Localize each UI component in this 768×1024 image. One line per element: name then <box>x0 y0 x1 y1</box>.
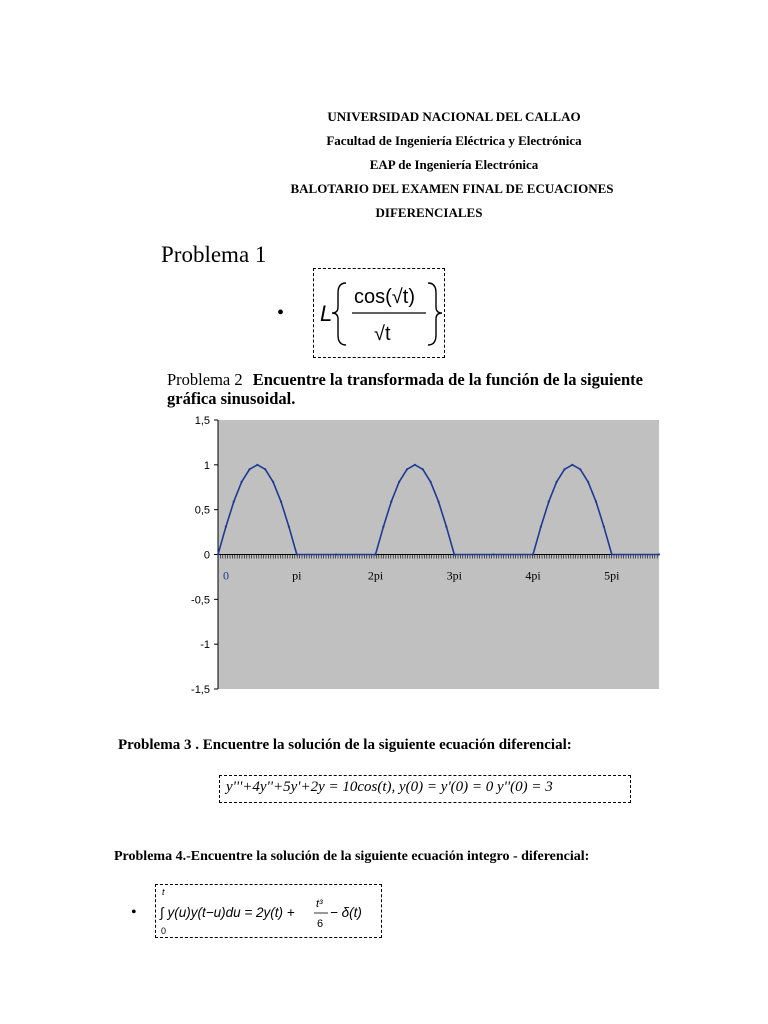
y-tick-label: 1,5 <box>194 415 210 427</box>
problem3-equation: y'''+4y''+5y'+2y = 10cos(t), y(0) = y'(0) = 0 y''(0) = 3 <box>226 779 553 795</box>
data-point <box>579 468 581 470</box>
x-tick-label: 0 <box>223 568 229 583</box>
fraction-numerator: t³ <box>316 898 323 910</box>
data-point <box>658 553 660 555</box>
data-point <box>288 526 290 528</box>
data-point <box>445 526 447 528</box>
data-point <box>414 464 416 466</box>
problem1-title: Problema 1 <box>161 242 267 267</box>
problem1-formula-box <box>313 268 445 358</box>
right-brace <box>428 283 442 345</box>
data-point <box>382 526 384 528</box>
problem4-equation-main: ∫ y(u)y(t−u)du = 2y(t) + <box>160 905 295 920</box>
x-tick-label: 4pi <box>525 568 541 583</box>
data-point <box>280 500 282 502</box>
y-tick-label: -1 <box>200 639 210 652</box>
laplace-operator: L <box>320 301 333 326</box>
problem4-title: Problema 4.-Encuentre la solución de la siguiente ecuación integro - diferencial: <box>114 849 590 864</box>
data-point <box>595 500 597 502</box>
left-brace <box>332 283 346 345</box>
exam-title-cont: DIFERENCIALES <box>375 205 483 220</box>
problem3-title: Problema 3 . Encuentre la solución de la siguiente ecuación diferencial: <box>118 737 572 753</box>
data-point <box>611 553 613 555</box>
data-point <box>430 481 432 483</box>
x-tick-label: pi <box>292 568 302 583</box>
problem2-title: Problema 2 <box>167 370 243 389</box>
data-point <box>563 468 565 470</box>
problem4-equation <box>156 885 381 937</box>
y-tick-label: 0 <box>203 549 210 562</box>
sinusoid-chart <box>180 410 680 700</box>
faculty-name: Facultad de Ingeniería Eléctrica y Electrónica <box>326 133 582 148</box>
data-point <box>272 481 274 483</box>
data-point <box>587 481 589 483</box>
problem2-statement <box>167 370 643 389</box>
data-point <box>241 481 243 483</box>
data-point <box>256 464 258 466</box>
x-tick-label: 2pi <box>367 568 384 583</box>
data-point <box>335 553 337 555</box>
document-header <box>0 105 768 225</box>
problem3-equation-box <box>219 775 631 803</box>
problem1-bullet: • <box>277 302 285 324</box>
data-point <box>398 481 400 483</box>
data-point <box>264 468 266 470</box>
problem1-formula <box>314 269 444 357</box>
data-point <box>422 468 424 470</box>
data-point <box>374 553 376 555</box>
y-tick-label: 1 <box>203 459 210 472</box>
data-point <box>406 468 408 470</box>
x-tick-label: 3pi <box>446 568 462 583</box>
y-tick-label: -1,5 <box>191 684 210 696</box>
data-point <box>532 553 534 555</box>
problem4-equation-tail: − δ(t) <box>330 905 362 920</box>
data-point <box>225 526 227 528</box>
data-point <box>603 526 605 528</box>
data-point <box>493 553 495 555</box>
data-point <box>248 468 250 470</box>
exam-title: BALOTARIO DEL EXAMEN FINAL DE ECUACIONES <box>290 181 614 196</box>
problem2-text-cont: gráfica sinusoidal. <box>167 389 296 408</box>
data-point <box>296 553 298 555</box>
formula-denominator: √t <box>374 323 391 345</box>
problem2-statement-cont <box>167 389 295 408</box>
data-point <box>540 526 542 528</box>
university-name: UNIVERSIDAD NACIONAL DEL CALLAO <box>327 109 581 124</box>
data-point <box>571 464 573 466</box>
data-point <box>556 481 558 483</box>
fraction-denominator: 6 <box>317 918 324 930</box>
school-name: EAP de Ingeniería Electrónica <box>369 157 539 172</box>
y-tick-label: -0,5 <box>191 594 210 607</box>
formula-numerator: cos(√t) <box>354 286 415 308</box>
problem4-bullet: • <box>131 904 137 921</box>
data-point <box>548 500 550 502</box>
problem2-text: Encuentre la transformada de la función de la siguiente <box>252 370 643 389</box>
data-point <box>233 500 235 502</box>
data-point <box>437 500 439 502</box>
integral-lower-limit: 0 <box>161 926 167 936</box>
problem4-equation-box <box>155 884 382 938</box>
y-tick-label: 0,5 <box>194 504 210 517</box>
data-point <box>390 500 392 502</box>
data-point <box>453 553 455 555</box>
x-tick-label: 5pi <box>604 568 620 583</box>
integral-upper-limit: t <box>162 887 165 897</box>
data-point <box>217 553 219 555</box>
